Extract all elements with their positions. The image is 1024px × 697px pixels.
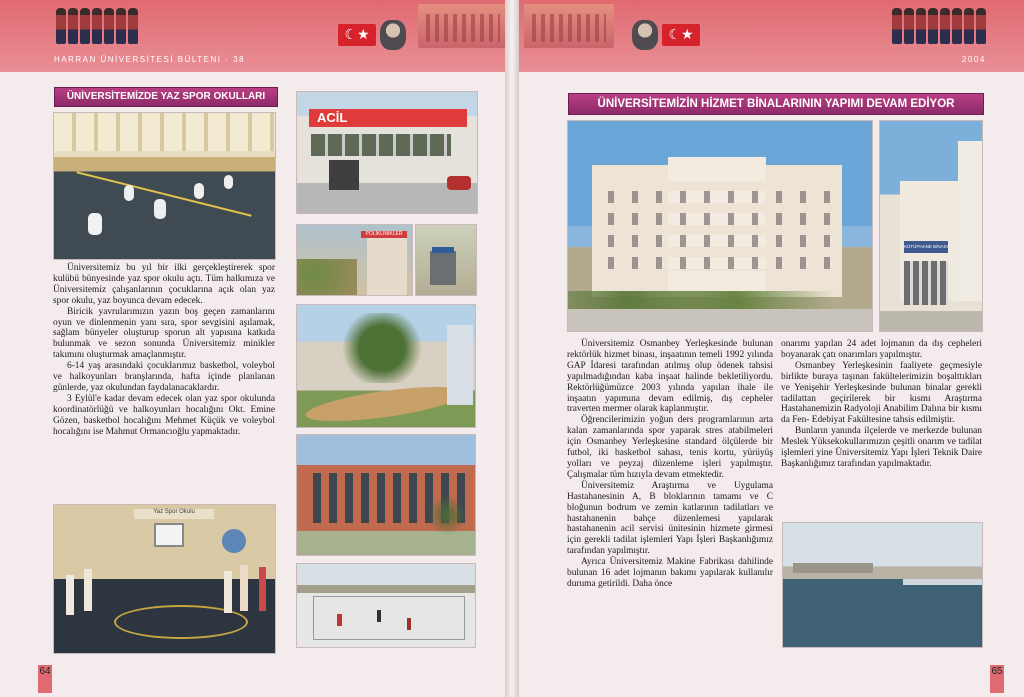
paragraph: Biricik yavrularımızın yazın boş geçen zamanlarını oyun ve dinlenmenin yanı sıra, spor sevgisini aşılamak, sağlam bünyeler oluşturup sporun alt yapısına katkıda bulunmak ve sezon sonunda Üniversitemiz minikler takımını oluşturmak amaçlanmıştır. — [53, 306, 275, 361]
left-article-text — [53, 263, 275, 438]
red-building-photo — [296, 434, 476, 556]
right-column-1-text — [567, 339, 773, 590]
gym-children-photo — [53, 112, 276, 260]
paragraph: 6-14 yaş arasındaki çocuklarımız basketbol, voleybol ve halkoyunları branşlarında, hafta içinde planlanan günlerde, yaz okulundan faydalanacaklardır. — [53, 361, 275, 393]
paragraph: Bunların yanında ilçelerde ve merkezde bulunan Meslek Yüksekokullarımızın çeşitli onarım ve tadilat işlemleri yine Üniversitemiz Yapı İşleri Teknik Daire Başkanlığımız tarafından yapılmaktadır. — [781, 426, 982, 469]
dancers-illustration — [56, 8, 138, 48]
paragraph: Üniversitemiz bu yıl bir ilki gerçekleştirerek spor kulübü bünyesinde yaz spor okulu açtı. Tüm halkımıza ve Üniversitemiz çalışanlarının çocuklarına açık olan yaz spor okulu, yaz boyunca devam edecek. — [53, 263, 275, 306]
paragraph: 3 Eylül'e kadar devam edecek olan yaz spor okulunda koordinatörlüğü ve halkoyunları hocalığını Okt. Emine Gözen, basketbol hocalığını Mehmet Küçük ve voleybol hocalığını ise Mahmut Ormancıoğlu yapmaktadır. — [53, 393, 275, 437]
right-page-number: 65 — [990, 665, 1004, 693]
gym-banner: Yaz Spor Okulu — [134, 509, 214, 519]
header-building — [418, 4, 508, 48]
paragraph: onarımı yapılan 24 adet lojmanın da dış cepheleri boyanarak çatı onarımları yapılmıştır. — [781, 339, 982, 360]
left-banner-title: ÜNİVERSİTEMİZDE YAZ SPOR OKULLARI — [54, 87, 278, 107]
acil-building-photo — [296, 91, 478, 214]
flag-icon: ☾★ — [338, 24, 376, 46]
gym-basketball-photo — [53, 504, 276, 654]
hospital-garden-photo — [296, 224, 413, 296]
right-banner-title: ÜNİVERSİTEMİZİN HİZMET BİNALARININ YAPIMI DEVAM EDİYOR — [568, 93, 984, 115]
paragraph: Üniversitemiz Osmanbey Yerleşkesinde bulunan rektörlük hizmet binası, inşaatının temeli 1992 yılında GAP İdaresi tarafından atılmış olup ödenek tahsisi yapılmadığından kaba inşaat halinde bekletiliyordu. Rektörlüğümüzce 2003 yılında yapılan ihale ile inşaatın yapımına devam edilmiş, dış cepheler traverten mermer olarak kaplanmıştır. — [567, 339, 773, 415]
paragraph: Öğrencilerimizin yoğun ders programlarının arta kalan zamanlarında spor yaparak stres atabilmeleri için Osmanbey Yerleşkesine standard ölçülerde bir futbol, iki basketbol sahası, tenis kortu, yürüyüş yolları ve peyzaj düzenleme işleri yapılmıştır. Çalışmalar tüm hızıyla devam etmektedir. — [567, 415, 773, 480]
bulletin-title: HARRAN ÜNİVERSİTESİ BÜLTENİ · 38 — [54, 55, 245, 64]
portrait-icon — [380, 20, 406, 50]
bulletin-year: 2004 — [962, 55, 986, 64]
rectorate-building-photo — [567, 120, 873, 332]
left-header — [0, 0, 512, 72]
right-column-2-text — [781, 339, 982, 470]
sports-field-photo — [296, 563, 476, 648]
paragraph: Üniversitemiz Araştırma ve Uygulama Hastahanesinin A, B bloklarının tamamı ve C bloğunun bodrum ve zemin katlarının tadilatları ve hastahanenin bahçe düzenlemesi yapılarak hastahanenin acil servisi ünitesinin hizmete girmesi için gerekli tadilat işlemleri Yapı İşleri Başkanlığımız tarafından yapılmıştır. — [567, 480, 773, 557]
lake-landscape-photo — [782, 522, 983, 648]
library-sign: KÜTÜPHANE BİNASI — [904, 241, 948, 253]
acil-sign: ACİL — [309, 109, 467, 127]
hospital-courtyard-photo — [296, 304, 476, 428]
library-building-photo — [879, 120, 983, 332]
right-page — [512, 0, 1024, 697]
flag-icon: ☾★ — [662, 24, 700, 46]
paragraph: Osmanbey Yerleşkesinin faaliyete geçmesiyle birlikte buraya taşınan fakültelerimizin boşalttıkları ve Yenişehir Yerleşkesinde bulunan binalar gerekli tadilattan geçirilerek bir kısmı Araştırma Hastahanemizin Radyoloji Anabilim Dalına bir kısmı da Fen- Edebiyat Fakültesine tahsis edilmiştir. — [781, 360, 982, 426]
dancers-illustration — [892, 8, 986, 48]
header-building — [524, 4, 614, 48]
right-header — [512, 0, 1024, 72]
hospital-entrance-photo — [415, 224, 477, 296]
poliklinik-sign: POLİKLİNİKLER — [361, 231, 407, 238]
portrait-icon — [632, 20, 658, 50]
paragraph: Ayrıca Üniversitemiz Makine Fabrikası dahilinde bulunan 16 adet lojmanın bakımı yapılarak kullanılır duruma getirildi. Daha önce — [567, 557, 773, 589]
left-page-number: 64 — [38, 665, 52, 693]
book-spine — [505, 0, 519, 697]
